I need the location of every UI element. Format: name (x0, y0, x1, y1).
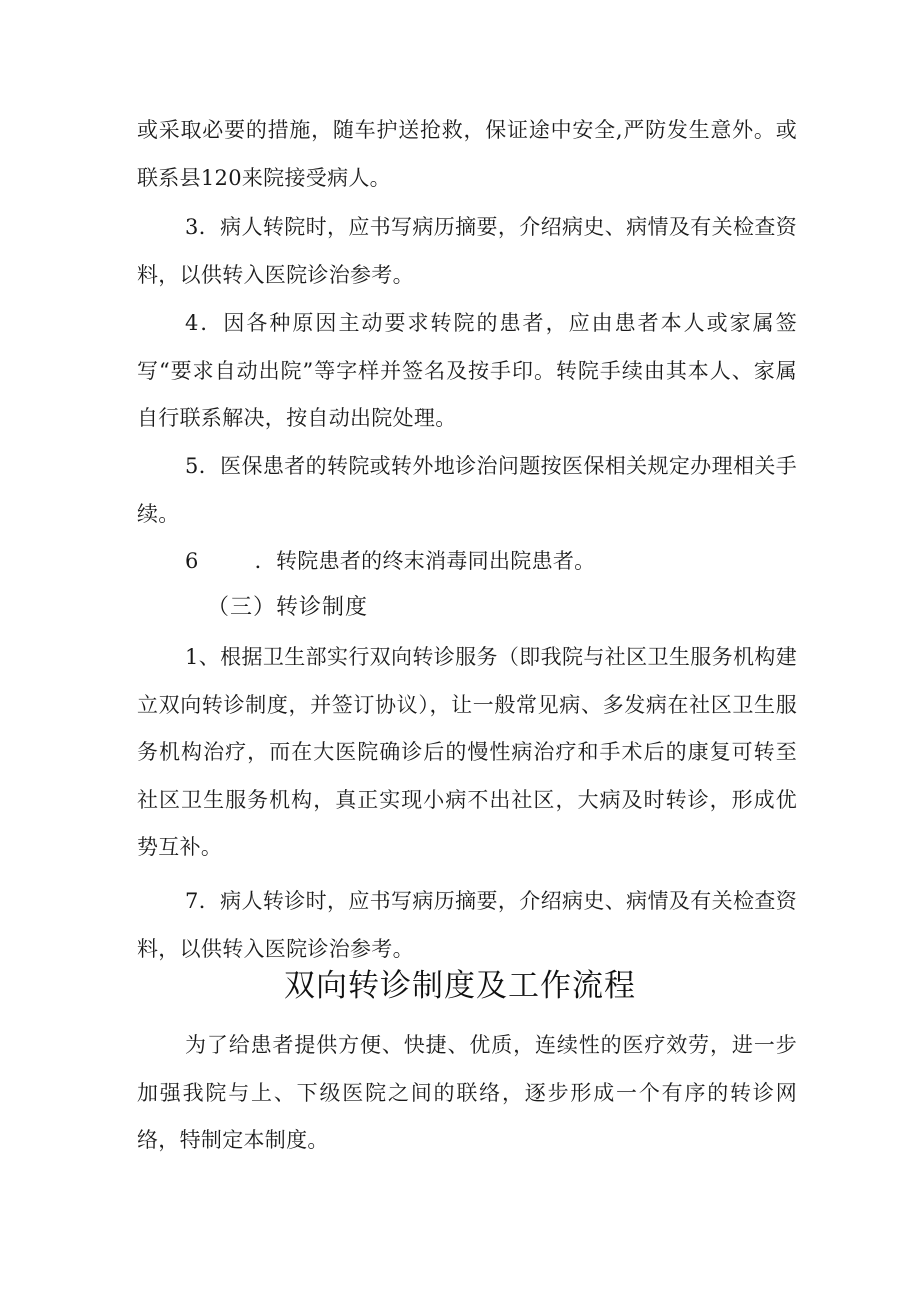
paragraph-item-6 (137, 538, 797, 586)
paragraph-intro: 为了给患者提供方便、快捷、优质，连续性的医疗效劳，进一步加强我院与上、下级医院之间的联络，逐步形成一个有序的转诊网络，特制定本制度。 (137, 1033, 797, 1152)
paragraph-referral-1: 1、根据卫生部实行双向转诊服务（即我院与社区卫生服务机构建立双向转诊制度，并签订协议），让一般常见病、多发病在社区卫生服务机构治疗，而在大医院确诊后的慢性病治疗和手术后的康复可转至社区卫生服务机构，真正实现小病不出社区，大病及时转诊，形成优势互补。 (137, 645, 797, 859)
section-heading: （三）转诊制度 (207, 595, 369, 620)
paragraph-transport: 或采取必要的措施，随车护送抢救，保证途中安全,严防发生意外。或联系县120来院接受病人。 (137, 118, 797, 190)
paragraph-item-4: 4．因各种原因主动要求转院的患者，应由患者本人或家属签写“要求自动出院”等字样并签名及按手印。转院手续由其本人、家属自行联系解决，按自动出院处理。 (137, 311, 797, 430)
paragraph-item-5: 5．医保患者的转院或转外地诊治问题按医保相关规定办理相关手续。 (137, 454, 797, 526)
item-6-text: ．转院患者的终末消毒同出院患者。 (254, 549, 596, 573)
main-title: 双向转诊制度及工作流程 (284, 968, 636, 1004)
paragraph-item-7: 7．病人转诊时，应书写病历摘要，介绍病史、病情及有关检查资料，以供转入医院诊治参考。 (137, 889, 797, 961)
item-6-number: 6 (185, 549, 199, 573)
paragraph-item-3: 3．病人转院时，应书写病历摘要，介绍病史、病情及有关检查资料，以供转入医院诊治参考。 (137, 215, 797, 287)
